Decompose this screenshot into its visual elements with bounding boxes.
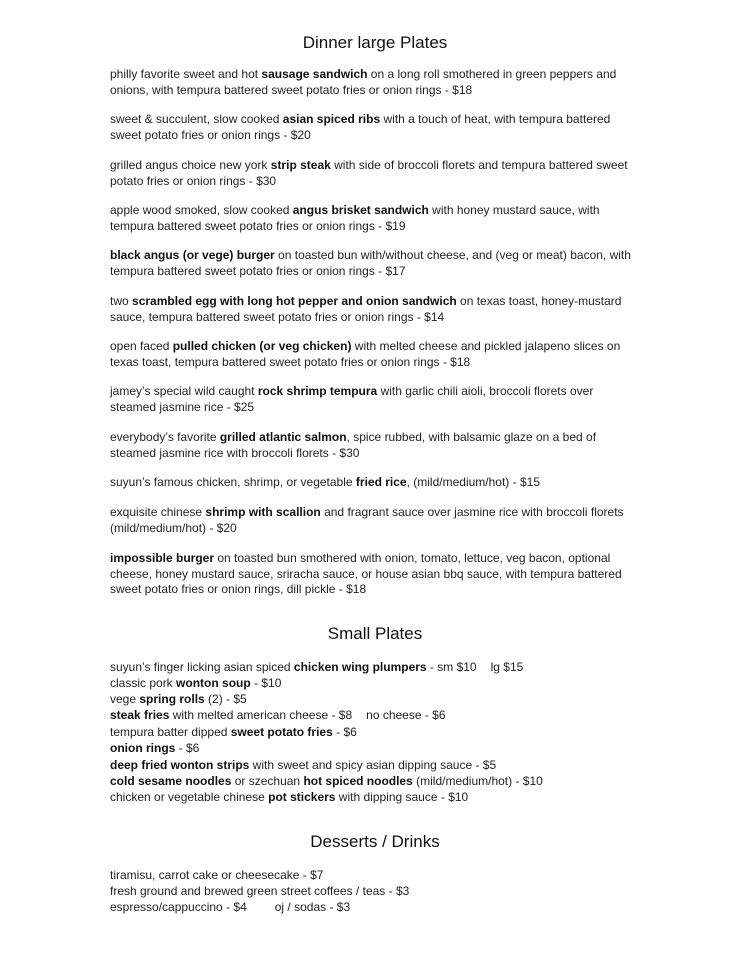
dinner-item: exquisite chinese shrimp with scallion and fragrant sauce over jasmine rice with broccoli florets (mild/medium/hot) - $20	[110, 505, 624, 535]
dinner-item: philly favorite sweet and hot sausage sandwich on a long roll smothered in green peppers and onions, with tempura battered sweet potato fries or onion rings - $18	[110, 67, 617, 97]
dinner-item: open faced pulled chicken (or veg chicken) with melted cheese and pickled jalapeno slices on texas toast, tempura battered sweet potato fries or onion rings - $18	[110, 339, 621, 369]
dinner-item: grilled angus choice new york strip steak with side of broccoli florets and tempura battered sweet potato fries or onion rings - $30	[110, 158, 628, 188]
dinner-section-title: Dinner large Plates	[302, 33, 448, 52]
small-plate-line: onion rings - $6	[110, 741, 200, 755]
small-plate-line: suyun’s finger licking asian spiced chicken wing plumpers - sm $10 lg $15	[110, 660, 524, 674]
dinner-item: suyun’s famous chicken, shrimp, or vegetable fried rice, (mild/medium/hot) - $15	[110, 475, 540, 489]
desserts-section-title: Desserts / Drinks	[310, 832, 440, 851]
small-plate-line: deep fried wonton strips with sweet and spicy asian dipping sauce - $5	[110, 758, 497, 772]
small-plate-line: steak fries with melted american cheese - $8 no cheese - $6	[110, 708, 446, 722]
small-plates-section-title: Small Plates	[327, 624, 423, 643]
dinner-item: jamey’s special wild caught rock shrimp tempura with garlic chili aioli, broccoli florets over steamed jasmine rice - $25	[110, 384, 594, 414]
dinner-item: two scrambled egg with long hot pepper and onion sandwich on texas toast, honey-mustard sauce, tempura battered sweet potato fries or onion rings - $14	[110, 294, 622, 324]
dinner-item: everybody’s favorite grilled atlantic salmon, spice rubbed, with balsamic glaze on a bed of steamed jasmine rice with broccoli florets - $30	[110, 430, 597, 460]
dinner-item: apple wood smoked, slow cooked angus brisket sandwich with honey mustard sauce, with tempura battered sweet potato fries or onion rings - $19	[110, 203, 600, 233]
dessert-line: fresh ground and brewed green street coffees / teas - $3	[110, 884, 410, 898]
dessert-line: tiramisu, carrot cake or cheesecake - $7	[110, 868, 324, 882]
dinner-item: impossible burger on toasted bun smothered with onion, tomato, lettuce, veg bacon, optional cheese, honey mustard sauce, sriracha sauce, or house asian bbq sauce, with tempura battered sweet potato fries or onion rings, dill pickle - $18	[110, 551, 622, 596]
dinner-item: black angus (or vege) burger on toasted bun with/without cheese, and (veg or meat) bacon, with tempura battered sweet potato fries or onion rings - $17	[110, 248, 631, 278]
small-plate-line: cold sesame noodles or szechuan hot spiced noodles (mild/medium/hot) - $10	[110, 774, 543, 788]
dessert-line: espresso/cappuccino - $4 oj / sodas - $3	[110, 900, 351, 914]
small-plate-line: chicken or vegetable chinese pot stickers with dipping sauce - $10	[110, 790, 469, 804]
small-plate-line: tempura batter dipped sweet potato fries - $6	[110, 725, 357, 739]
dinner-item: sweet & succulent, slow cooked asian spiced ribs with a touch of heat, with tempura battered sweet potato fries or onion rings - $20	[110, 112, 611, 142]
small-plate-line: vege spring rolls (2) - $5	[110, 692, 247, 706]
small-plate-line: classic pork wonton soup - $10	[110, 676, 282, 690]
